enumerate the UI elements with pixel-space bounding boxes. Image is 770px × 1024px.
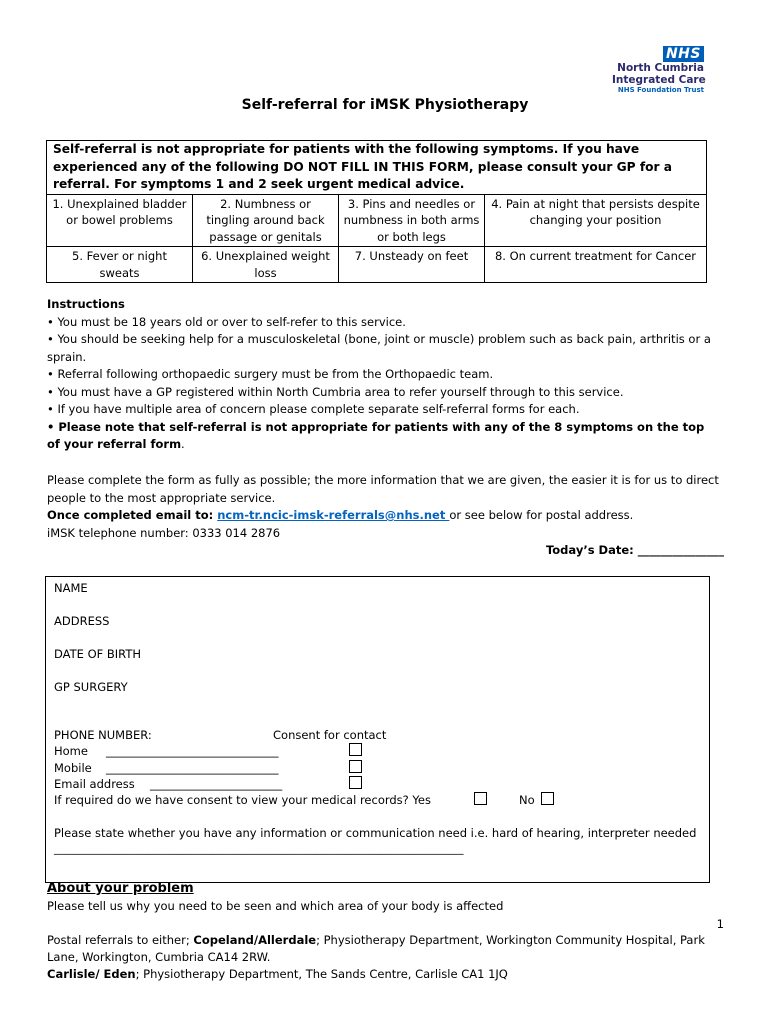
home-label: Home	[54, 744, 88, 758]
records-yes-checkbox[interactable]	[474, 792, 487, 805]
mobile-label: Mobile	[54, 761, 92, 775]
symptom-table	[46, 140, 707, 283]
logo-line-1: North Cumbria	[617, 62, 704, 74]
symptom-cell: 6. Unexplained weight loss	[193, 247, 339, 283]
nhs-logo	[612, 43, 704, 95]
postal-line-1	[47, 932, 727, 966]
consent-label: Consent for contact	[273, 728, 387, 742]
warning-text: Self-referral is not appropriate for patients with the following symptoms. If you have experienced any of the following DO NOT FILL IN THIS FORM, please consult your GP for a referral. For symptoms 1 and 2 seek urgent medical advice.	[47, 141, 707, 195]
about-problem-heading: About your problem	[47, 881, 194, 896]
name-field[interactable]: NAME	[54, 581, 88, 595]
about-problem-subtext: Please tell us why you need to be seen and which area of your body is affected	[47, 899, 504, 913]
instruction-item: • You must have a GP registered within North Cumbria area to refer yourself through to this service.	[47, 384, 624, 399]
mobile-consent-checkbox[interactable]	[349, 760, 362, 773]
records-consent-question: If required do we have consent to view your medical records? Yes	[54, 793, 431, 807]
postal-location-1: Copeland/Allerdale	[193, 933, 317, 947]
symptom-cell: 5. Fever or night sweats	[47, 247, 193, 283]
instructions	[47, 296, 717, 454]
postal-line-2	[47, 966, 727, 983]
postal-address-2: ; Physiotherapy Department, The Sands Centre, Carlisle CA1 1JQ	[135, 967, 508, 981]
email-label: Email address	[54, 777, 135, 791]
symptom-cell: 3. Pins and needles or numbness in both arms or both legs	[339, 194, 485, 247]
communication-input[interactable]: ______________________________________________________________________________	[54, 843, 464, 855]
symptom-cell: 4. Pain at night that persists despite changing your position	[485, 194, 707, 247]
instruction-item: • Referral following orthopaedic surgery must be from the Orthopaedic team.	[47, 367, 494, 381]
todays-date-field[interactable]: Today’s Date: _______________	[545, 543, 724, 557]
gp-surgery-field[interactable]: GP SURGERY	[54, 680, 128, 694]
symptom-cell: 2. Numbness or tingling around back passage or genitals	[193, 194, 339, 247]
logo-trust: NHS Foundation Trust	[617, 86, 704, 94]
postal-prefix: Postal referrals to either;	[47, 933, 194, 947]
mobile-input[interactable]: ______________________________	[106, 761, 279, 775]
instructions-heading: Instructions	[47, 297, 125, 311]
records-no-checkbox[interactable]	[541, 792, 554, 805]
instruction-item: • You must be 18 years old or over to self-refer to this service.	[47, 314, 406, 329]
email-line	[47, 507, 727, 525]
email-consent-checkbox[interactable]	[349, 776, 362, 789]
dob-field[interactable]: DATE OF BIRTH	[54, 647, 142, 661]
postal-info	[47, 932, 727, 983]
page-number: 1	[716, 917, 724, 931]
communication-question: Please state whether you have any information or communication need i.e. hard of hearing, interpreter needed	[54, 826, 697, 840]
instruction-item: • If you have multiple area of concern please complete separate self-referral forms for each.	[47, 402, 580, 416]
instruction-note-text: • Please note that self-referral is not appropriate for patients with any of the 8 symptoms on the top of your referral form	[47, 419, 705, 451]
completion-info	[47, 472, 727, 542]
page-title: Self-referral for iMSK Physiotherapy	[241, 97, 529, 113]
symptom-cell: 7. Unsteady on feet	[339, 247, 485, 283]
instruction-note	[47, 419, 717, 454]
email-label: Once completed email to:	[47, 508, 218, 522]
address-field[interactable]: ADDRESS	[54, 614, 110, 628]
postal-address-1: ; Physiotherapy Department, Workington Community Hospital, Park Lane, Workington, Cumbria CA14 2RW.	[47, 933, 705, 964]
nhs-badge: NHS	[663, 46, 704, 62]
logo-line-2: Integrated Care	[612, 74, 706, 86]
postal-location-2: Carlisle/ Eden	[47, 967, 136, 981]
email-input[interactable]: _______________________	[150, 777, 283, 791]
instruction-item: • You should be seeking help for a musculoskeletal (bone, joint or muscle) problem such as back pain, arthritis or a sprain.	[47, 332, 711, 364]
personal-details-form	[45, 576, 710, 883]
symptom-cell: 8. On current treatment for Cancer	[485, 247, 707, 283]
symptom-cell: 1. Unexplained bladder or bowel problems	[47, 194, 193, 247]
complete-text: Please complete the form as fully as possible; the more information that we are given, the easier it is for us to direct people to the most appropriate service.	[47, 473, 719, 505]
email-suffix: or see below for postal address.	[449, 508, 634, 522]
email-link[interactable]: ncm-tr.ncic-imsk-referrals@nhs.net	[217, 508, 450, 522]
instruction-note-end: .	[181, 437, 185, 451]
home-consent-checkbox[interactable]	[349, 743, 362, 756]
home-input[interactable]: ______________________________	[106, 744, 279, 758]
phone-number-label: PHONE NUMBER:	[54, 728, 152, 742]
records-no-label: No	[519, 793, 535, 807]
phone-text: iMSK telephone number: 0333 014 2876	[47, 525, 281, 540]
